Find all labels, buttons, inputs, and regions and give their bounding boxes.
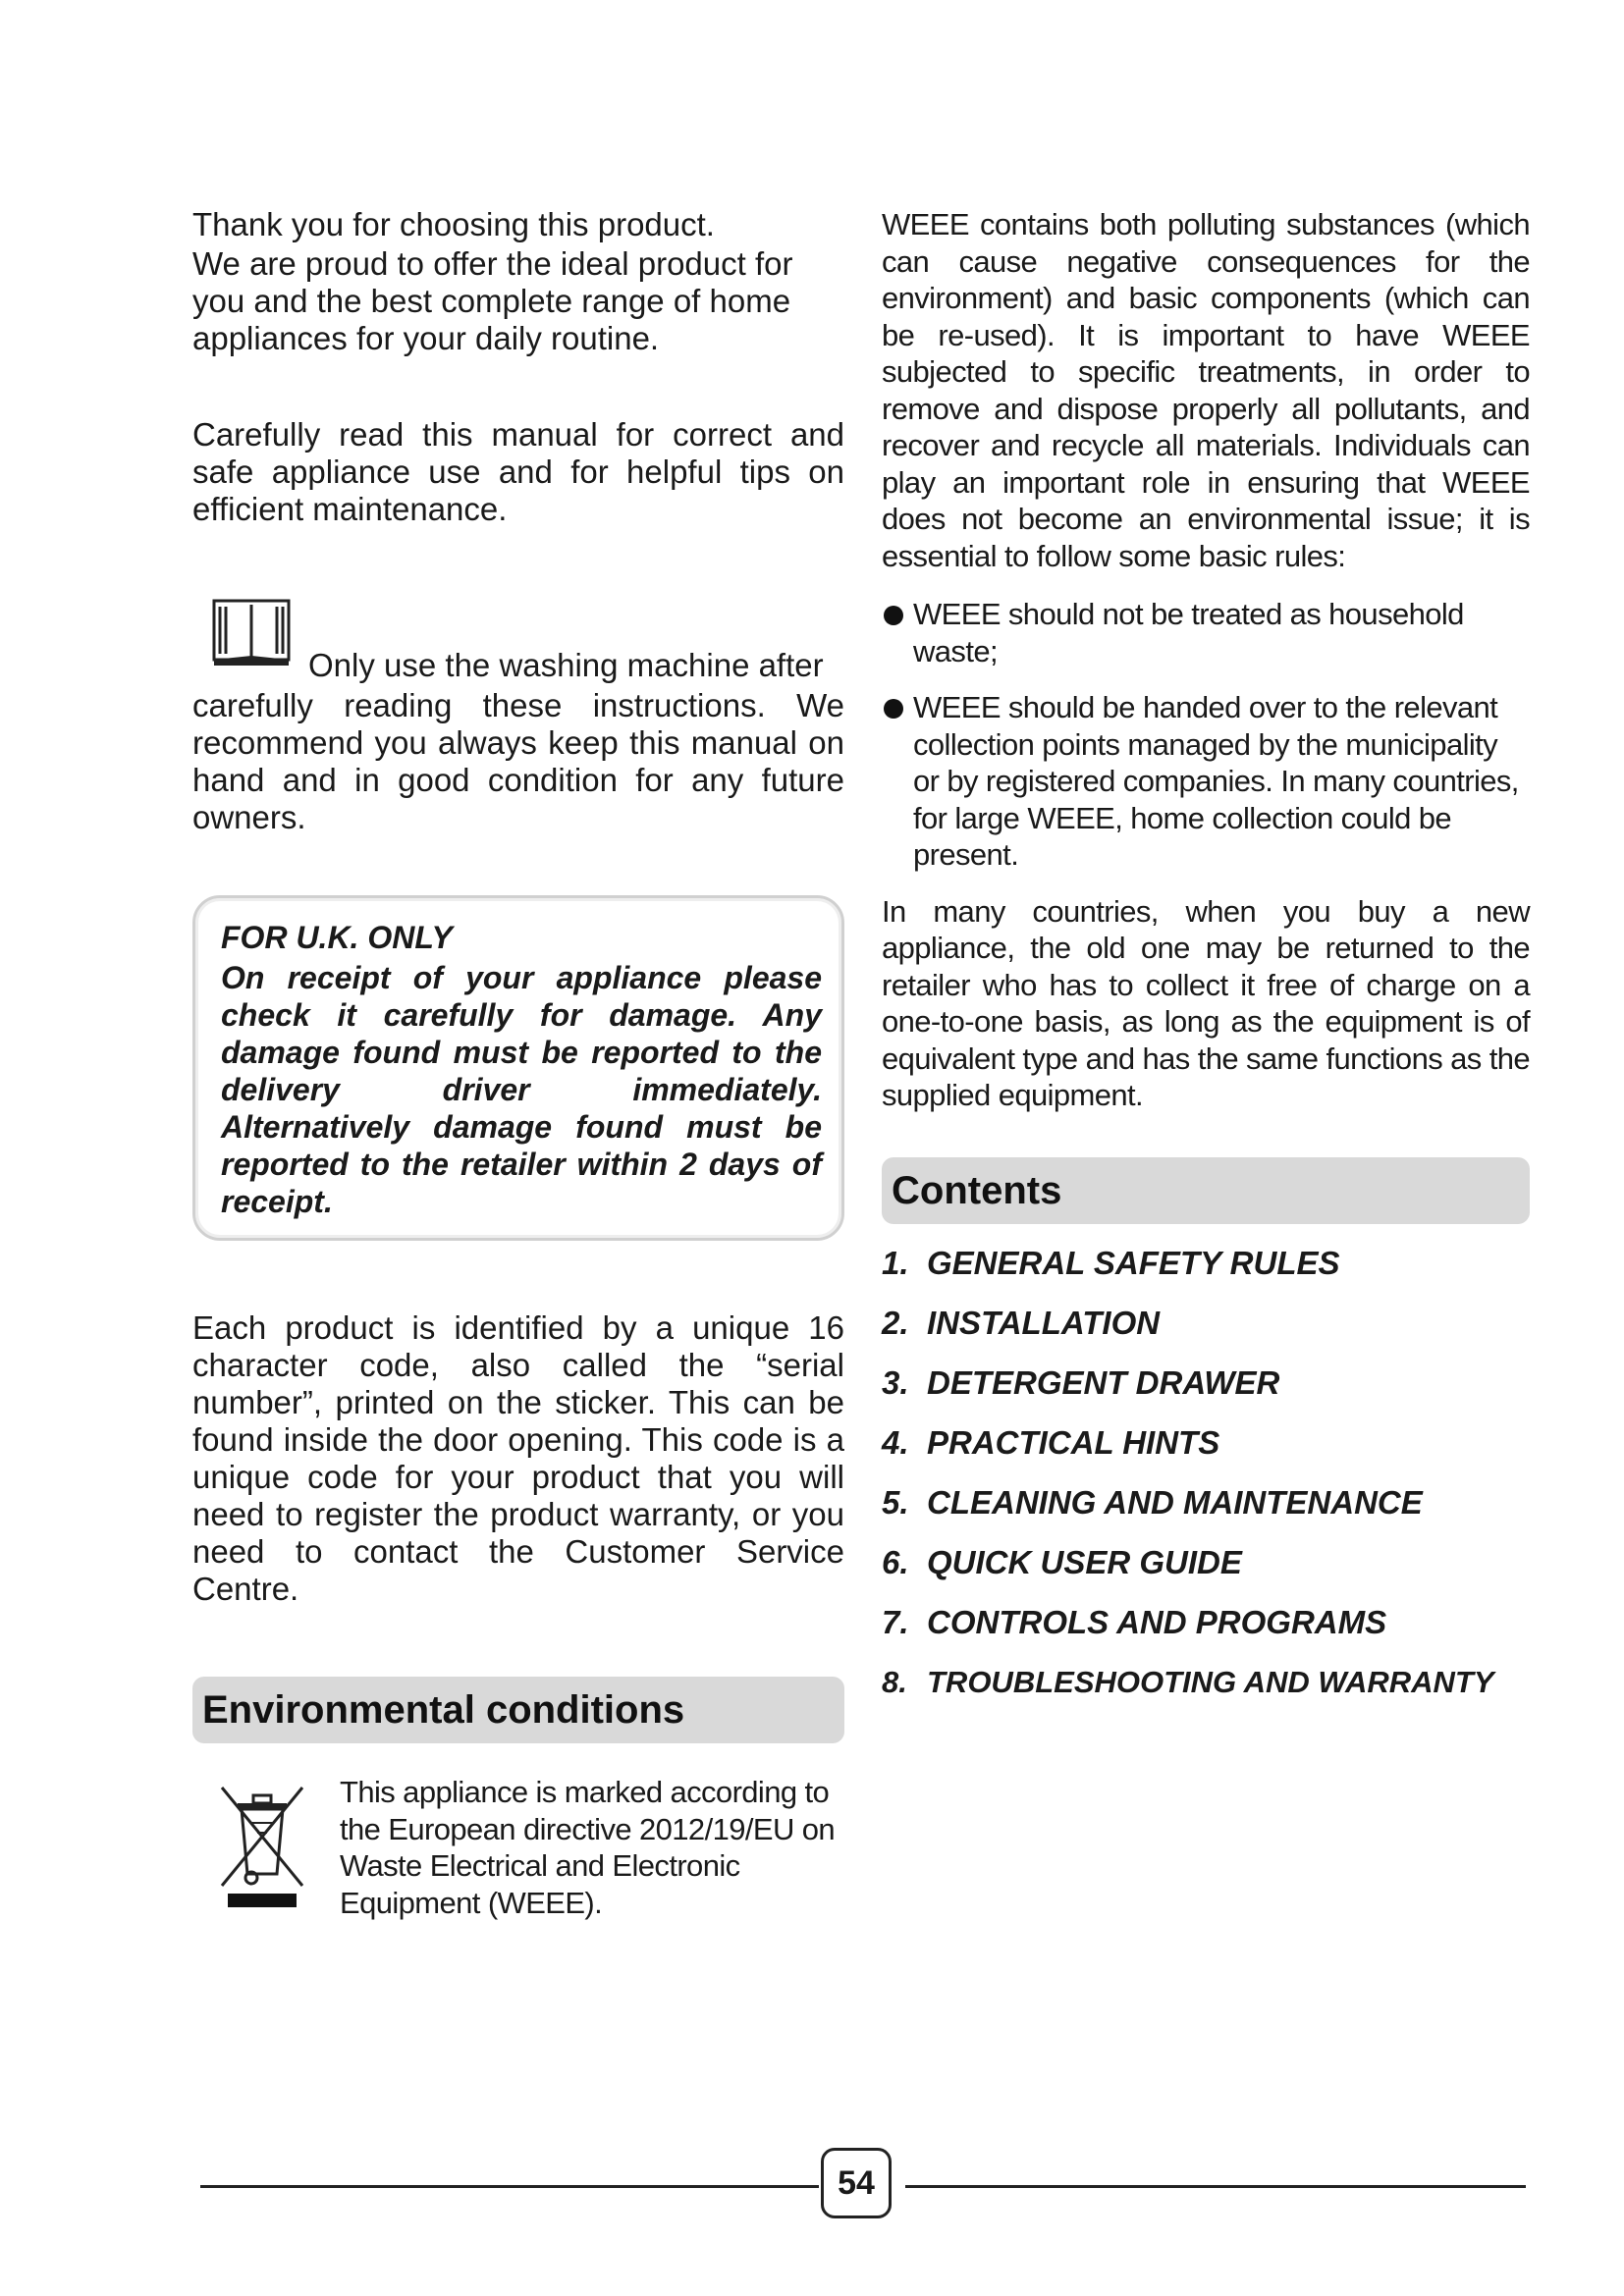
- manual-notice: [192, 597, 844, 836]
- uk-notice-body: On receipt of your appliance please check it carefully for damage. Any damage found must be reported to the delivery driver immediately. Alternatively damage found must be reported to the retailer within 2 days of receipt.: [221, 960, 822, 1219]
- crossed-out-bin-icon: [218, 1784, 306, 1911]
- toc-item[interactable]: 1. GENERAL SAFETY RULES: [882, 1244, 1340, 1281]
- serial-number-paragraph: Each product is identified by a unique 16 character code, also called the “serial number”, printed on the sticker. This can be found inside the door opening. This code is a unique code for your product that you will need to register the product warranty, or you need to contact the Customer Service Centre.: [192, 1309, 844, 1607]
- open-book-icon: [210, 597, 293, 669]
- toc-item[interactable]: 4. PRACTICAL HINTS: [882, 1423, 1220, 1461]
- uk-notice-title: FOR U.K. ONLY: [221, 920, 453, 955]
- footer-rule-right: [905, 2185, 1526, 2188]
- intro-line-2: We are proud to offer the ideal product for you and the best complete range of home appliances for your daily routine.: [192, 245, 793, 356]
- bullet-dot-icon: [884, 606, 903, 625]
- page-number: 54: [821, 2148, 892, 2218]
- bullet-dot-icon: [884, 699, 903, 719]
- table-of-contents: [882, 1244, 1530, 1702]
- weee-marking: [192, 1774, 844, 1921]
- toc-item[interactable]: 3. DETERGENT DRAWER: [882, 1363, 1280, 1401]
- footer-rule-left: [200, 2185, 819, 2188]
- list-item: WEEE should be handed over to the relevant collection points managed by the municipality or by registered companies. In many countries, for large WEEE, home collection could be present.: [882, 689, 1530, 874]
- contents-heading: Contents: [882, 1157, 1530, 1224]
- weee-rules-list: [882, 596, 1530, 874]
- intro-line-1: Thank you for choosing this product.: [192, 206, 715, 242]
- weee-paragraph: WEEE contains both polluting substances (which can cause negative consequences for the environment) and basic components (which can be re-used). It is important to have WEEE subjected to specific treatments, in order to remove and dispose properly all pollutants, and recover and recycle all materials. Individuals can play an important role in ensuring that WEEE does not become an environmental issue; it is essential to follow some basic rules:: [882, 207, 1530, 573]
- toc-item[interactable]: 2. INSTALLATION: [882, 1304, 1161, 1341]
- toc-item[interactable]: 5. CLEANING AND MAINTENANCE: [882, 1483, 1423, 1521]
- uk-only-notice-box: [192, 895, 844, 1241]
- left-column: [192, 206, 844, 1951]
- return-old-appliance-paragraph: In many countries, when you buy a new appliance, the old one may be returned to the retailer who has to collect it free of charge on a one-to-one basis, as long as the equipment is of equivalent type and has the same functions as the supplied equipment.: [882, 893, 1530, 1112]
- toc-item[interactable]: 6. QUICK USER GUIDE: [882, 1543, 1242, 1580]
- toc-item[interactable]: 8. TROUBLESHOOTING AND WARRANTY: [882, 1664, 1494, 1699]
- right-column: [882, 206, 1530, 1723]
- careful-read-paragraph: Carefully read this manual for correct and safe appliance use and for helpful tips on efficient maintenance.: [192, 416, 844, 527]
- book-notice-first-line: Only use the washing machine after: [308, 647, 824, 683]
- environmental-conditions-heading: Environmental conditions: [192, 1677, 844, 1743]
- list-item: WEEE should not be treated as household waste;: [882, 596, 1530, 669]
- toc-item[interactable]: 7. CONTROLS AND PROGRAMS: [882, 1603, 1387, 1640]
- weee-directive-text: This appliance is marked according to the European directive 2012/19/EU on Waste Electrical and Electronic Equipment (WEEE).: [340, 1775, 836, 1920]
- book-notice-text: carefully reading these instructions. We recommend you always keep this manual on hand and in good condition for any future owners.: [192, 687, 844, 835]
